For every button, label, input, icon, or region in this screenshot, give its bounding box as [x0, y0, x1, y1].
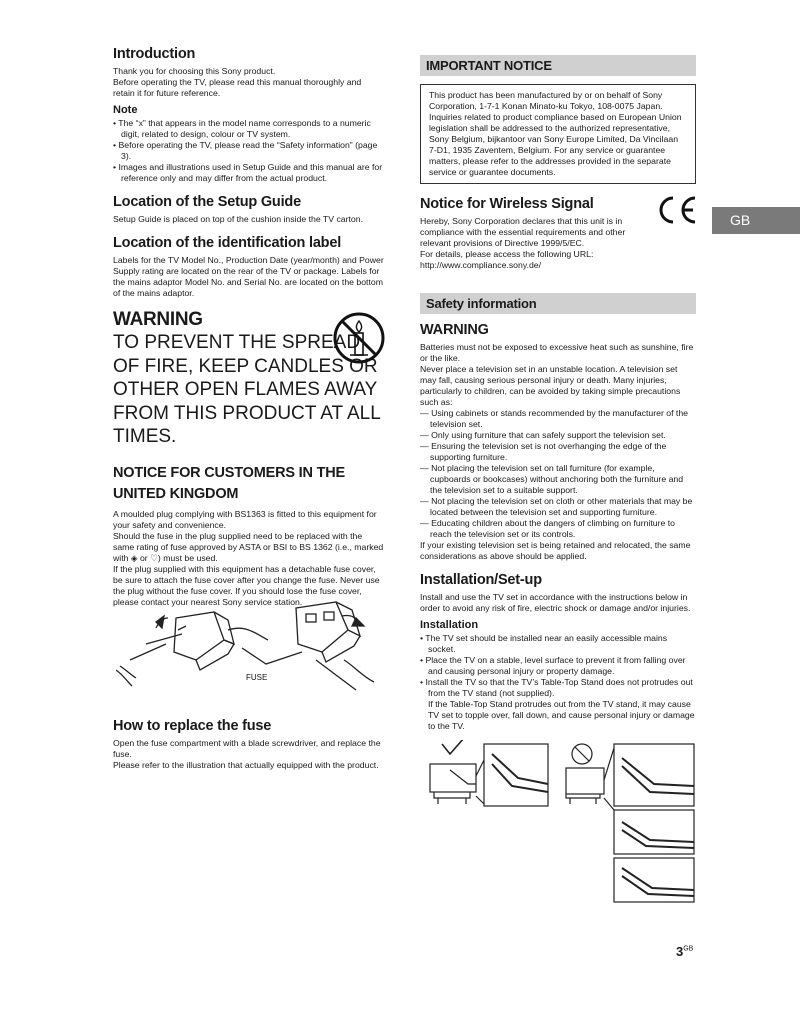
fire-warning-title: WARNING — [113, 309, 203, 330]
installation-section — [420, 572, 696, 732]
wireless-title: Notice for Wireless Signal — [420, 196, 594, 212]
precaution-item: — Educating children about the dangers of climbing on furniture to reach the television set or its controls. — [420, 518, 675, 539]
setup-guide-text: Setup Guide is placed on top of the cushion inside the TV carton. — [113, 214, 364, 224]
installation-title: Installation/Set-up — [420, 572, 542, 588]
replace-fuse-text-1: Open the fuse compartment with a blade screwdriver, and replace the fuse. — [113, 737, 381, 759]
ce-mark-icon — [655, 195, 697, 225]
page-number — [676, 944, 693, 959]
precaution-item: — Ensuring the television set is not overhanging the edge of the supporting furniture. — [420, 441, 667, 462]
wireless-url[interactable]: http://www.compliance.sony.de/ — [420, 260, 542, 270]
introduction-text-1: Thank you for choosing this Sony product. — [113, 66, 276, 76]
page-number-value: 3 — [676, 944, 684, 959]
no-candle-icon — [332, 311, 386, 365]
introduction-section — [113, 46, 385, 184]
installation-subtitle: Installation — [420, 619, 479, 631]
id-label-title: Location of the identification label — [113, 235, 342, 251]
installation-list — [420, 633, 696, 699]
safety-text-1: Batteries must not be exposed to excessive heat such as sunshine, fire or the like. — [420, 342, 694, 363]
plug-fuse-illustration — [116, 600, 378, 696]
safety-section — [420, 322, 696, 562]
tv-stand-illustration — [428, 740, 696, 905]
installation-extra: If the Table-Top Stand protrudes out from the TV stand, it may cause TV set to topple over, fall down, and cause personal injury or damage to the TV. — [428, 699, 695, 731]
safety-precautions-list — [420, 408, 696, 540]
note-item: • The “x” that appears in the model name corresponds to a numeric digit, related to design, colour or TV system. — [113, 118, 371, 139]
fuse-label: FUSE — [246, 673, 268, 682]
precaution-item: — Using cabinets or stands recommended by the manufacturer of the television set. — [420, 408, 689, 429]
wireless-details: For details, please access the following URL: — [420, 249, 594, 259]
introduction-text-2: Before operating the TV, please read this manual thoroughly and retain it for future reference. — [113, 77, 362, 98]
uk-notice-text-2: Should the fuse in the plug supplied need to be replaced with the same rating of fuse approved by ASTA or BSI to BS 1362 (i.e., marked with ◈ or ♡) must be used. — [113, 530, 384, 563]
id-label-section — [113, 235, 385, 299]
safety-info-title: Safety information — [420, 293, 696, 314]
uk-notice-title: NOTICE FOR CUSTOMERS IN THE UNITED KINGDOM — [113, 464, 345, 502]
page-number-suffix: GB — [683, 945, 694, 953]
installation-text: Install and use the TV set in accordance with the instructions below in order to avoid any risk of fire, electric shock or damage and/or injuries. — [420, 592, 691, 613]
note-item: • Images and illustrations used in Setup Guide and this manual are for reference only and may differ from the actual product. — [113, 162, 383, 183]
installation-item: • Place the TV on a stable, level surface to prevent it from falling over and causing personal injury or property damage. — [420, 655, 686, 676]
important-notice-box — [420, 84, 696, 184]
wireless-text: Hereby, Sony Corporation declares that this unit is in compliance with the essential requirements and other relevant provisions of Directive 1999/5/EC. — [420, 216, 626, 248]
right-column — [420, 55, 696, 742]
safety-text-2: Never place a television set in an unstable location. A television set may fall, causing serious personal injury or death. Many injuries, particularly to children, can be avoided by taking simple precautions such as: — [420, 364, 681, 407]
uk-notice-section — [113, 463, 385, 608]
introduction-title: Introduction — [113, 46, 196, 62]
precaution-item: — Not placing the television set on cloth or other materials that may be located between the television set and supporting furniture. — [420, 496, 693, 517]
setup-guide-title: Location of the Setup Guide — [113, 194, 301, 210]
note-title: Note — [113, 104, 138, 116]
replace-fuse-text-2: Please refer to the illustration that actually equipped with the product. — [113, 759, 379, 770]
important-notice-text: This product has been manufactured by or on behalf of Sony Corporation, 1-7-1 Konan Minato-ku Tokyo, 108-0075 Japan. Inquiries related to product compliance based on European Union legislation shall be addressed to the authorized representative, Sony Belgium, bijkantoor van Sony Europe Limited, Da Vincilaan 7-D1, 1935 Zaventem, Belgium. For any service or guarantee matters, please refer to the addresses provided in the separate service or guarantee documents. — [429, 90, 682, 177]
replace-fuse-section — [113, 718, 385, 771]
precaution-item: — Not placing the television set on tall furniture (for example, cupboards or bookcases) without anchoring both the furniture and the television set to a suitable support. — [420, 463, 684, 495]
safety-warning-title: WARNING — [420, 322, 489, 338]
setup-guide-section — [113, 194, 385, 225]
fire-warning-text: TO PREVENT THE SPREAD OF FIRE, KEEP CANDLES OR OTHER OPEN FLAMES AWAY FROM THIS PRODUCT AT ALL TIMES. — [113, 332, 381, 447]
language-tab: GB — [712, 207, 800, 234]
note-item: • Before operating the TV, please read the “Safety information” (page 3). — [113, 140, 378, 161]
uk-notice-text-3: If the plug supplied with this equipment has a detachable fuse cover, be sure to attach the fuse cover after you change the fuse. Never use the plug without the fuse cover. If you should lose the fuse cover, please contact your nearest Sony service station. — [113, 563, 380, 607]
installation-item: • The TV set should be installed near an easily accessible mains socket. — [420, 633, 668, 654]
uk-notice-text-1: A moulded plug complying with BS1363 is fitted to this equipment for your safety and convenience. — [113, 508, 377, 530]
precaution-item: — Only using furniture that can safely support the television set. — [420, 430, 666, 440]
important-notice-title: IMPORTANT NOTICE — [420, 55, 696, 76]
id-label-text: Labels for the TV Model No., Production Date (year/month) and Power Supply rating are located on the rear of the TV or package. Labels for the mains adaptor Model No. and Serial No. are located on the bottom of the mains adaptor. — [113, 255, 384, 298]
note-list — [113, 118, 385, 184]
safety-text-3: If your existing television set is being retained and relocated, the same considerations as above should be applied. — [420, 540, 691, 561]
replace-fuse-title: How to replace the fuse — [113, 717, 272, 734]
installation-item: • Install the TV so that the TV’s Table-Top Stand does not protrudes out from the TV stand (not supplied). — [420, 677, 693, 698]
check-icon — [442, 740, 464, 754]
